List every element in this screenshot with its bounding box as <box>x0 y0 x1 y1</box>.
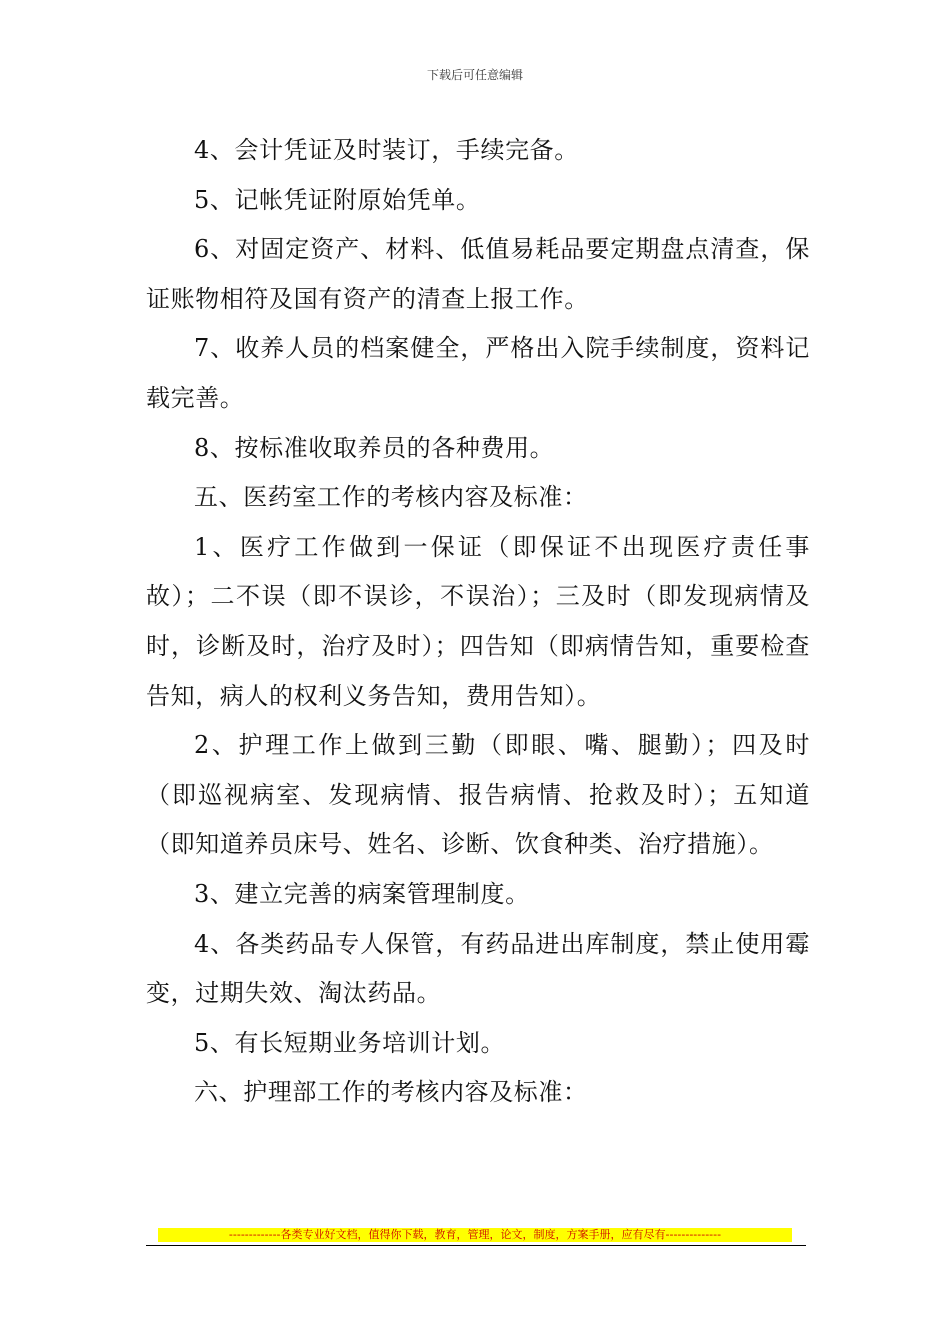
footer-divider <box>146 1245 806 1246</box>
paragraph: 4、会计凭证及时装订，手续完备。 <box>194 136 579 164</box>
section-heading: 五、医药室工作的考核内容及标准： <box>194 483 588 512</box>
document-body <box>146 126 810 1118</box>
paragraph: 4、各类药品专人保管，有药品进出库制度，禁止使用霉变，过期失效、淘汰药品。 <box>146 929 810 1008</box>
section-heading: 六、护理部工作的考核内容及标准： <box>194 1078 588 1107</box>
paragraph: 2、护理工作上做到三勤（即眼、嘴、腿勤）；四及时（即巡视病室、发现病情、报告病情、抢救及时）；五知道（即知道养员床号、姓名、诊断、饮食种类、治疗措施）。 <box>146 731 810 859</box>
paragraph: 7、收养人员的档案健全，严格出入院手续制度，资料记载完善。 <box>146 334 810 412</box>
paragraph: 8、按标准收取养员的各种费用。 <box>194 433 555 462</box>
paragraph: 1、医疗工作做到一保证（即保证不出现医疗责任事故）；二不误（即不误诊，不误治）；三及时（即发现病情及时，诊断及时，治疗及时）；四告知（即病情告知，重要检查告知，病人的权利义务告知，费用告知）。 <box>146 532 810 710</box>
paragraph: 5、有长短期业务培训计划。 <box>194 1028 506 1057</box>
paragraph: 5、记帐凭证附原始凭单。 <box>194 185 481 214</box>
paragraph: 3、建立完善的病案管理制度。 <box>194 879 530 908</box>
page-header: 下载后可任意编辑 <box>426 68 523 82</box>
footer-banner: -------------各类专业好文档，值得你下载，教育，管理，论文，制度，方案手册，应有尽有-------------- <box>158 1228 792 1242</box>
paragraph: 6、对固定资产、材料、低值易耗品要定期盘点清查，保证账物相符及国有资产的清查上报工作。 <box>146 235 810 313</box>
